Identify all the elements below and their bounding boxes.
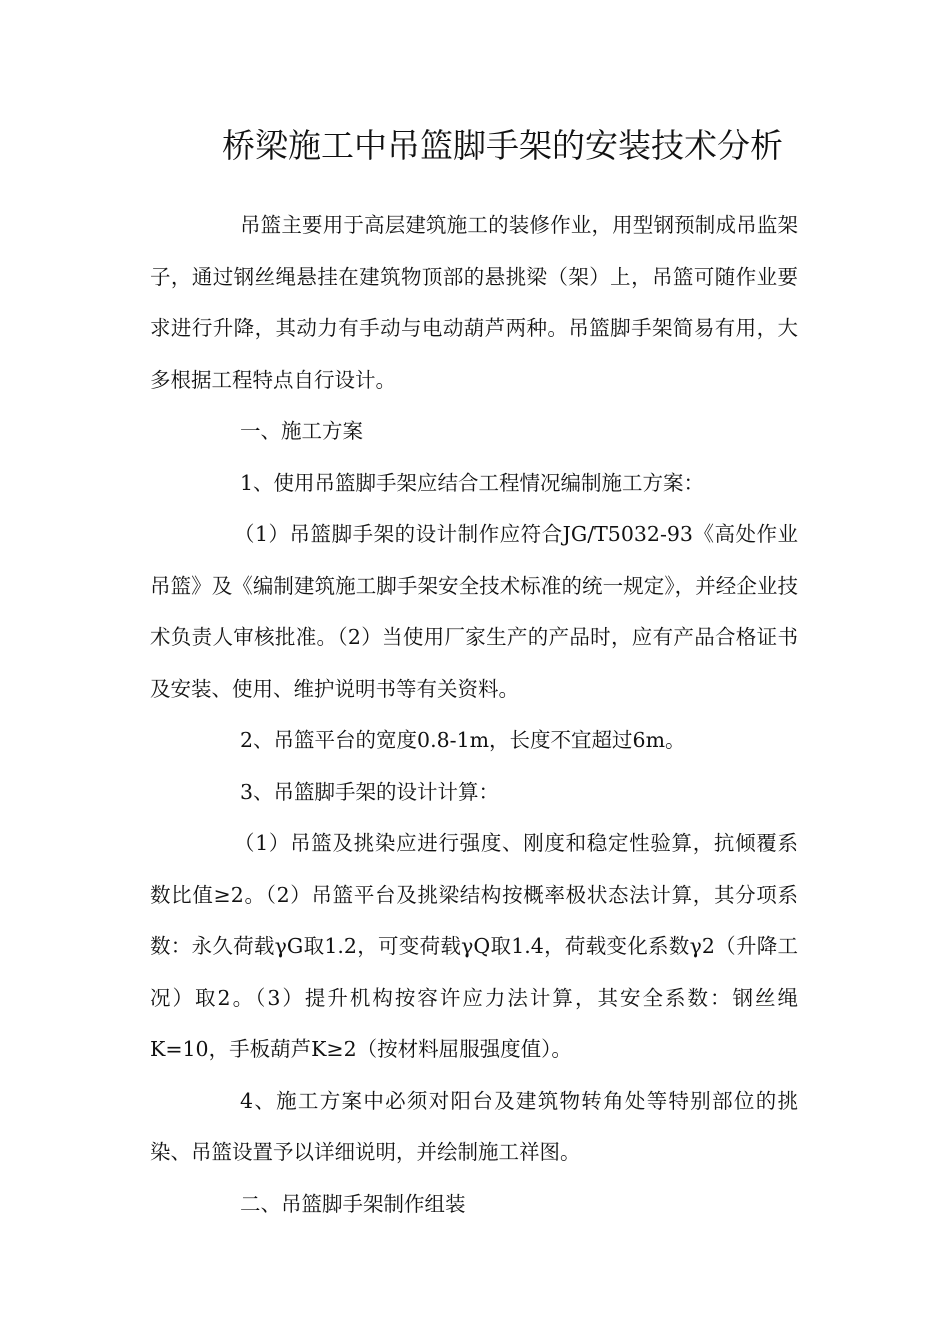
paragraph-plan-item-3-details: （1）吊篮及挑染应进行强度、刚度和稳定性验算，抗倾覆系数比值≥2。（2）吊篮平台及挑梁结构按概率极状态法计算，其分项系数：永久荷载γG取1.2，可变荷载γQ取1.4，荷载变化系数γ2（升降工况）取2。（3）提升机构按容许应力法计算，其安全系数：钢丝绳K=10，手板葫芦K≥2（按材料屈服强度值）。 — [150, 831, 798, 1061]
section-heading-construction-plan: 一、施工方案 — [240, 419, 363, 443]
paragraph-plan-item-3: 3、吊篮脚手架的设计计算： — [240, 779, 500, 804]
paragraph-plan-item-1: 1、使用吊篮脚手架应结合工程情况编制施工方案： — [240, 470, 705, 495]
paragraph-intro: 吊篮主要用于高层建筑施工的装修作业，用型钢预制成吊监架子，通过钢丝绳悬挂在建筑物顶部的悬挑梁（架）上，吊篮可随作业要求进行升降，其动力有手动与电动葫芦两种。吊篮脚手架简易有用，大多根据工程特点自行设计。 — [150, 213, 798, 392]
document-title: 桥梁施工中吊篮脚手架的安装技术分析 — [222, 126, 783, 165]
paragraph-plan-item-2: 2、吊篮平台的宽度0.8-1m，长度不宜超过6m。 — [240, 728, 686, 752]
paragraph-plan-item-1-details: （1）吊篮脚手架的设计制作应符合JG/T5032-93《高处作业吊篮》及《编制建筑施工脚手架安全技术标准的统一规定》，并经企业技术负责人审核批准。（2）当使用厂家生产的产品时，应有产品合格证书及安装、使用、维护说明书等有关资料。 — [150, 522, 798, 701]
document-page — [150, 118, 798, 1230]
section-heading-assembly: 二、吊篮脚手架制作组装 — [240, 1191, 466, 1216]
paragraph-plan-item-4: 4、施工方案中必须对阳台及建筑物转角处等特别部位的挑染、吊篮设置予以详细说明，并绘制施工祥图。 — [150, 1088, 798, 1164]
